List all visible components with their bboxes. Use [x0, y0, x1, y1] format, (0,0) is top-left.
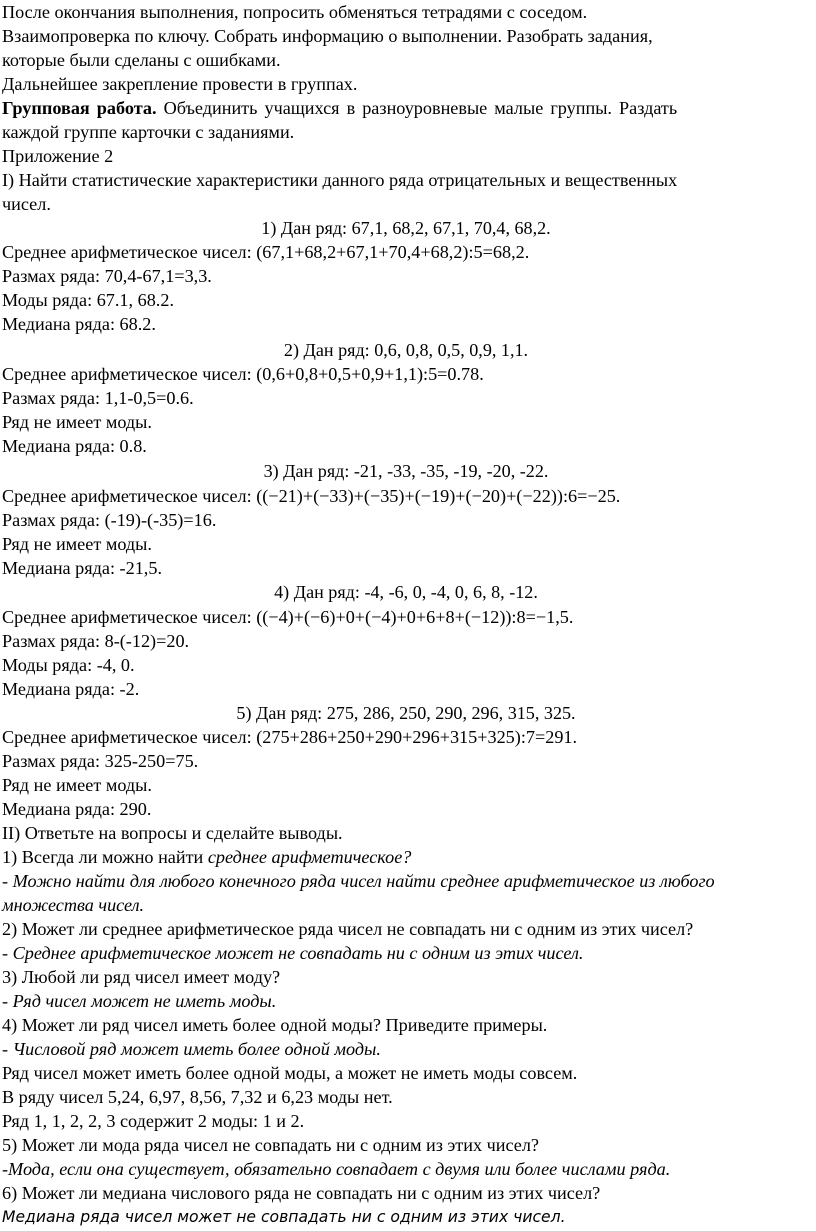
series-3-range: Размах ряда: (-19)-(-35)=16. — [2, 510, 217, 530]
appendix-label: Приложение 2 — [2, 146, 114, 166]
intro-line-2: Взаимопроверка по ключу. Собрать информацию о выполнении. Разобрать задания, — [2, 26, 653, 46]
intro-line-1: После окончания выполнения, попросить обменяться тетрадями с соседом. — [2, 2, 588, 22]
series-2-mode: Ряд не имеет моды. — [2, 412, 152, 432]
answer-3: - Ряд чисел может не иметь моды. — [2, 991, 277, 1011]
series-4-median: Медиана ряда: -2. — [2, 679, 140, 699]
series-2-title: 2) Дан ряд: 0,6, 0,8, 0,5, 0,9, 1,1. — [283, 340, 529, 360]
series-5-median: Медиана ряда: 290. — [2, 799, 152, 819]
answer-1-line-1: - Можно найти для любого конечного ряда чисел найти среднее арифметическое из любого — [2, 871, 715, 891]
question-3: 3) Любой ли ряд чисел имеет моду? — [2, 967, 281, 987]
series-3-mode: Ряд не имеет моды. — [2, 534, 152, 554]
question-4: 4) Может ли ряд чисел иметь более одной моды? Приведите примеры. — [2, 1015, 548, 1035]
answer-6: Медиана ряда чисел может не совпадать ни с одним из этих чисел. — [2, 1208, 566, 1226]
intro-line-4: Дальнейшее закрепление провести в группах. — [2, 74, 358, 94]
series-1-range: Размах ряда: 70,4-67,1=3,3. — [2, 266, 212, 286]
intro-line-6: каждой группе карточки с заданиями. — [2, 122, 295, 142]
answer-4-detail-3: Ряд 1, 1, 2, 2, 3 содержит 2 моды: 1 и 2. — [2, 1111, 305, 1131]
intro-line-3: которые были сделаны с ошибками. — [2, 50, 281, 70]
answer-4-detail-2: В ряду чисел 5,24, 6,97, 8,56, 7,32 и 6,23 моды нет. — [2, 1087, 393, 1107]
question-1-text: 1) Всегда ли можно найти — [2, 847, 208, 867]
question-6: 6) Может ли медиана числового ряда не совпадать ни с одним из этих чисел? — [2, 1183, 601, 1203]
question-5: 5) Может ли мода ряда чисел не совпадать ни с одним из этих чисел? — [2, 1135, 539, 1155]
question-2: 2) Может ли среднее арифметическое ряда чисел не совпадать ни с одним из этих чисел? — [2, 919, 694, 939]
series-5-mode: Ряд не имеет моды. — [2, 775, 152, 795]
series-4-mode: Моды ряда: -4, 0. — [2, 655, 135, 675]
series-5-range: Размах ряда: 325-250=75. — [2, 751, 199, 771]
series-4-range: Размах ряда: 8-(-12)=20. — [2, 631, 190, 651]
group-work-bold: Групповая работа. — [2, 98, 157, 118]
answer-4-detail-1: Ряд чисел может иметь более одной моды, а может не иметь моды совсем. — [2, 1063, 578, 1083]
series-2-median: Медиана ряда: 0.8. — [2, 436, 147, 456]
series-3-median: Медиана ряда: -21,5. — [2, 558, 162, 578]
series-1-mode: Моды ряда: 67.1, 68.2. — [2, 290, 174, 310]
part1-heading-1: I) Найти статистические характеристики данного ряда отрицательных и вещественных — [2, 170, 678, 190]
answer-2: - Среднее арифметическое может не совпадать ни с одним из этих чисел. — [2, 943, 584, 963]
group-work-text: Объединить учащихся в разноуровневые малые группы. Раздать — [156, 98, 678, 118]
series-4-mean: Среднее арифметическое чисел: ((−4)+(−6)+0+(−4)+0+6+8+(−12)):8=−1,5. — [2, 607, 574, 627]
series-2-range: Размах ряда: 1,1-0,5=0.6. — [2, 388, 194, 408]
part1-heading-2: чисел. — [2, 194, 51, 214]
series-5-title: 5) Дан ряд: 275, 286, 250, 290, 296, 315, 325. — [236, 703, 576, 723]
part2-heading: II) Ответьте на вопросы и сделайте выводы. — [2, 823, 343, 843]
question-1-italic: среднее арифметическое? — [207, 847, 412, 867]
series-1-median: Медиана ряда: 68.2. — [2, 314, 156, 334]
series-4-title: 4) Дан ряд: -4, -6, 0, -4, 0, 6, 8, -12. — [274, 582, 538, 602]
answer-1-line-2: множества чисел. — [2, 895, 145, 915]
group-work-line — [2, 96, 677, 120]
answer-4: - Числовой ряд может иметь более одной моды. — [2, 1039, 381, 1059]
series-1-title: 1) Дан ряд: 67,1, 68,2, 67,1, 70,4, 68,2. — [261, 218, 551, 238]
series-5-mean: Среднее арифметическое чисел: (275+286+250+290+296+315+325):7=291. — [2, 727, 578, 747]
answer-5: -Мода, если она существует, обязательно совпадает с двумя или более числами ряда. — [2, 1159, 671, 1179]
series-2-mean: Среднее арифметическое чисел: (0,6+0,8+0,5+0,9+1,1):5=0.78. — [2, 364, 484, 384]
series-3-title: 3) Дан ряд: -21, -33, -35, -19, -20, -22. — [263, 461, 549, 481]
series-1-mean: Среднее арифметическое чисел: (67,1+68,2+67,1+70,4+68,2):5=68,2. — [2, 242, 530, 262]
series-3-mean: Среднее арифметическое чисел: ((−21)+(−33)+(−35)+(−19)+(−20)+(−22)):6=−25. — [2, 486, 621, 506]
question-1 — [2, 845, 411, 869]
